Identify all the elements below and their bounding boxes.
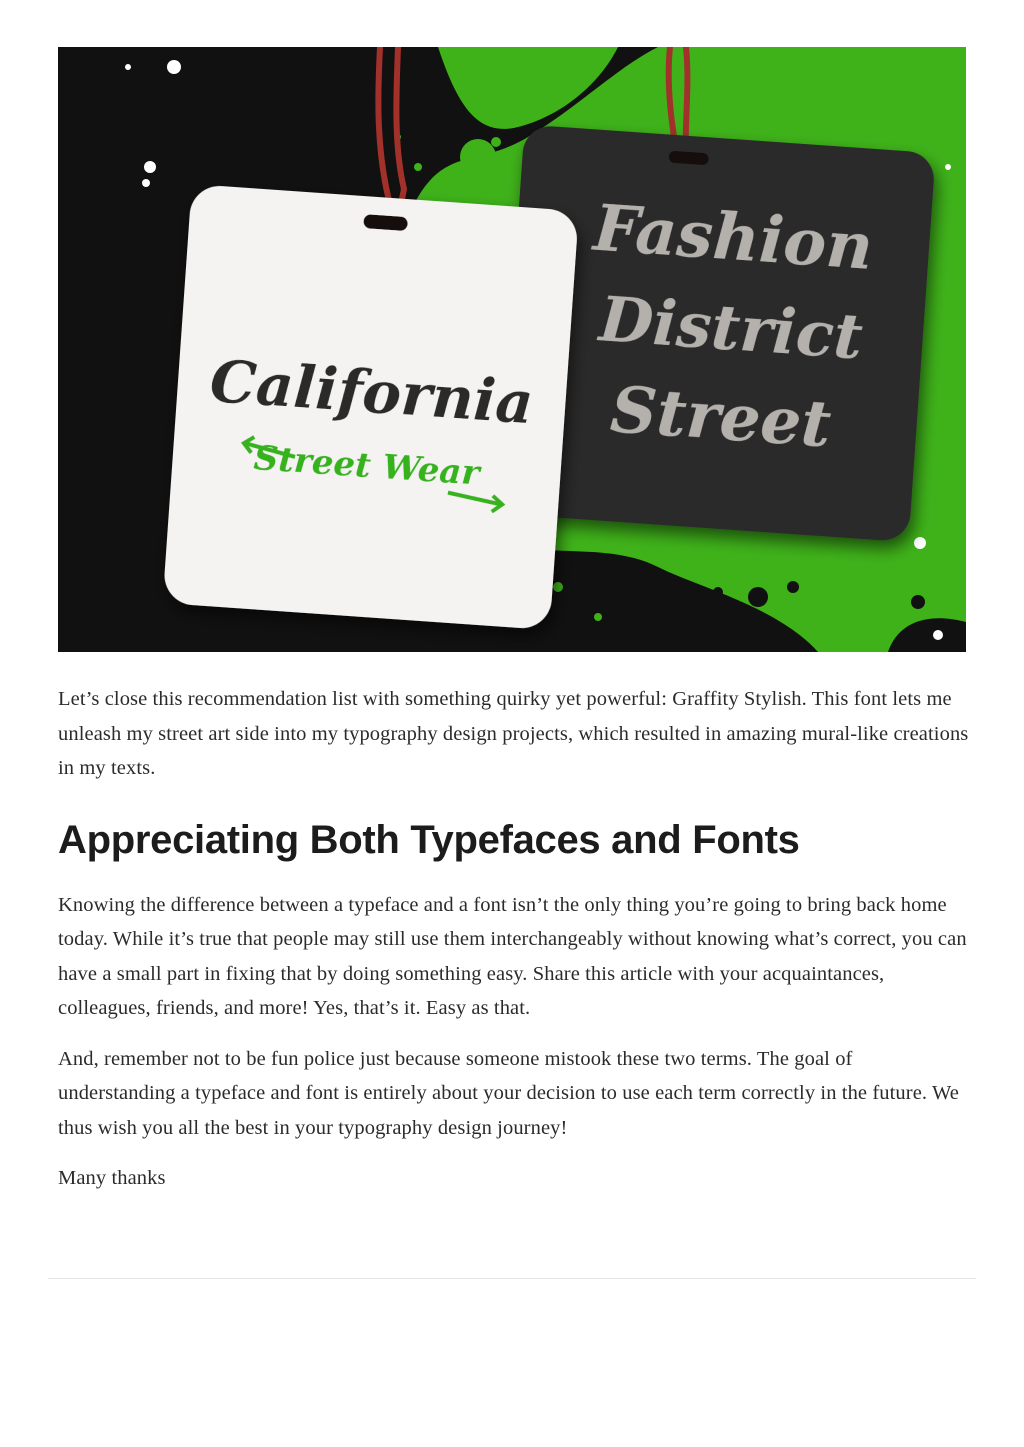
article-body: [58, 682, 970, 1212]
white-tag-subtitle: Street Wear: [252, 438, 481, 494]
dark-tag-line2: District: [597, 282, 865, 374]
body-paragraph-1: Knowing the difference between a typeface and a font isn’t the only thing you’re going to bring back home today. While it’s true that people may still use them interchangeably without knowing what’s correct, you can have a small part in fixing that by doing something easy. Share this article with your acquaintances, colleagues, friends, and more! Yes, that’s it. Easy as that.: [58, 893, 967, 1019]
white-tag-title: California: [207, 346, 536, 438]
dark-tag-line3: Street: [608, 372, 834, 463]
body-paragraph-2: And, remember not to be fun police just because someone mistook these two terms. The goal of understanding a typeface and font is entirely about your decision to use each term correctly in the future. We thus wish you all the best in your typography design journey!: [58, 1047, 959, 1139]
intro-paragraph: Let’s close this recommendation list with something quirky yet powerful: Graffity Stylish. This font lets me unleash my street art side into my typography design projects, which resulted in amazing mural-like creations in my texts.: [58, 688, 969, 779]
sign-off: Many thanks: [58, 1167, 166, 1189]
footer-divider: [48, 1278, 976, 1279]
hero-image: [58, 47, 966, 652]
dark-tag-line1: Fashion: [591, 190, 876, 285]
white-tag: [163, 184, 579, 630]
section-heading: Appreciating Both Typefaces and Fonts: [58, 817, 800, 862]
